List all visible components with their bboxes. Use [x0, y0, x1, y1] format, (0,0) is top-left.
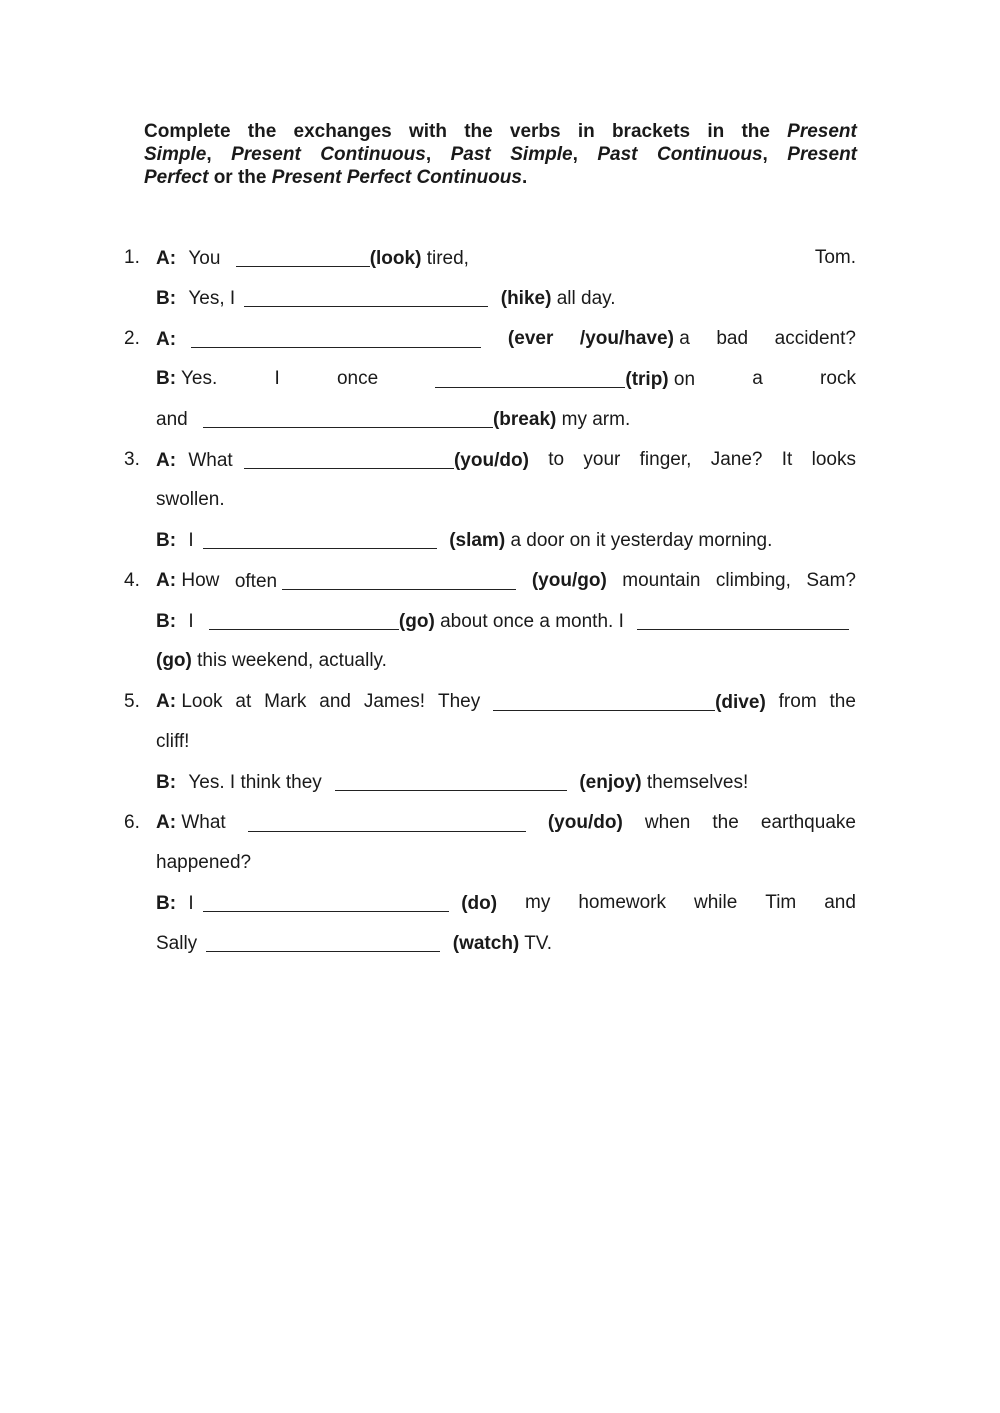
- answer-blank[interactable]: [335, 770, 567, 791]
- text: Look: [181, 691, 223, 712]
- verb-prompt: (go): [156, 650, 192, 671]
- tense-name: Perfect: [144, 167, 209, 188]
- tense-name: Present: [787, 144, 857, 165]
- answer-blank[interactable]: [203, 407, 493, 428]
- speaker-a-label: A:: [156, 570, 177, 591]
- q2-line-a: [156, 327, 856, 352]
- text: mountain: [622, 570, 701, 591]
- text: Mark: [264, 691, 307, 712]
- speaker-b-label: B:: [156, 368, 177, 389]
- text: bad: [716, 328, 749, 349]
- question-number: 5.: [124, 691, 140, 712]
- q4-line-a: [156, 569, 856, 594]
- question-number: 4.: [124, 570, 140, 591]
- speaker-a-label: A:: [156, 450, 177, 471]
- answer-blank[interactable]: [493, 690, 715, 711]
- text: my: [525, 892, 551, 913]
- verb-prompt: (slam): [449, 530, 506, 551]
- answer-blank[interactable]: [191, 327, 481, 348]
- instruction-word: the: [741, 121, 770, 142]
- q5-line-a-cont: cliff!: [156, 731, 190, 752]
- verb-prompt: (watch): [452, 933, 520, 954]
- instruction-word: with: [408, 121, 447, 142]
- text: I: [188, 530, 194, 551]
- tense-name: Continuous: [320, 144, 426, 165]
- text: James!: [363, 691, 426, 712]
- text: my arm.: [561, 409, 631, 430]
- verb-prompt: (you/do): [547, 812, 623, 833]
- text: once: [336, 368, 379, 389]
- speaker-a-label: A:: [156, 812, 177, 833]
- text: What: [188, 450, 233, 471]
- text: homework: [578, 892, 667, 913]
- comma: ,: [206, 144, 212, 165]
- verb-prompt: (you/do): [453, 450, 529, 471]
- text: climbing,: [715, 570, 791, 591]
- speaker-a-label: A:: [156, 691, 177, 712]
- text: and: [156, 409, 188, 430]
- text: the: [829, 691, 856, 712]
- text: all day.: [556, 288, 616, 309]
- text: I: [274, 368, 280, 389]
- text: on: [673, 369, 696, 390]
- q1-line-b: [156, 286, 856, 311]
- tense-name: Simple: [510, 144, 573, 165]
- instruction-line-3: [144, 166, 857, 189]
- verb-prompt: (enjoy): [579, 772, 642, 793]
- text: Yes.: [181, 368, 218, 389]
- text: finger,: [639, 449, 692, 470]
- text: Yes. I think they: [188, 772, 322, 793]
- answer-blank[interactable]: [244, 448, 454, 469]
- text: tired,: [426, 248, 469, 269]
- text: at: [235, 691, 252, 712]
- instruction-text: or the: [213, 167, 267, 188]
- text: Yes, I: [188, 288, 236, 309]
- tense-name: Continuous: [656, 144, 763, 165]
- text: Sally: [156, 933, 198, 954]
- text: this weekend, actually.: [197, 650, 387, 671]
- instruction-word: the: [247, 121, 277, 142]
- text: when: [644, 812, 691, 833]
- answer-blank[interactable]: [282, 569, 516, 590]
- answer-blank[interactable]: [203, 528, 437, 549]
- q2-line-c: [156, 407, 856, 432]
- question-number: 1.: [124, 247, 140, 268]
- q6-line-c: [156, 931, 856, 956]
- text: from: [778, 691, 817, 712]
- instruction-line-2: [144, 143, 857, 166]
- text: Jane?: [710, 449, 763, 470]
- text: often: [234, 571, 278, 592]
- text: a door on it yesterday morning.: [510, 530, 773, 551]
- text: accident?: [774, 328, 856, 349]
- text: Tim: [765, 892, 797, 913]
- text: It: [781, 449, 793, 470]
- text: to: [548, 449, 565, 470]
- text: a: [752, 368, 763, 389]
- text: What: [181, 812, 226, 833]
- verb-prompt: (break): [492, 409, 557, 430]
- answer-blank[interactable]: [637, 609, 849, 630]
- instruction-word: in: [577, 121, 595, 142]
- text: How: [181, 570, 220, 591]
- instruction-word: verbs: [509, 121, 561, 142]
- tense-name: Past: [450, 144, 491, 165]
- question-number: 6.: [124, 812, 140, 833]
- text: themselves!: [646, 772, 749, 793]
- q5-line-a: [156, 690, 856, 715]
- tense-name: Simple: [144, 144, 207, 165]
- q3-line-b: [156, 528, 856, 553]
- verb-prompt: (ever: [507, 328, 554, 349]
- question-number: 2.: [124, 328, 140, 349]
- comma: ,: [572, 144, 578, 165]
- text: looks: [811, 449, 856, 470]
- text: rock: [820, 368, 856, 389]
- q1-line-a: [156, 246, 856, 271]
- text: Sam?: [806, 570, 856, 591]
- comma: ,: [762, 144, 768, 165]
- speaker-a-label: A:: [156, 248, 177, 269]
- comma: ,: [425, 144, 432, 165]
- speaker-b-label: B:: [156, 530, 177, 551]
- tense-name: Present Perfect Continuous: [271, 167, 522, 188]
- answer-blank[interactable]: [206, 931, 440, 952]
- text: and: [824, 892, 856, 913]
- tense-name: Present: [231, 144, 301, 165]
- q5-line-b: [156, 770, 856, 795]
- q4-line-c: [156, 649, 856, 673]
- text: the: [712, 812, 739, 833]
- verb-prompt: (look): [369, 248, 422, 269]
- text: You: [188, 248, 221, 269]
- speaker-b-label: B:: [156, 772, 177, 793]
- text: a: [679, 328, 690, 349]
- verb-prompt: (you/go): [531, 570, 607, 591]
- speaker-b-label: B:: [156, 288, 177, 309]
- q2-line-b: [156, 367, 856, 392]
- text: TV.: [524, 933, 553, 954]
- answer-blank[interactable]: [203, 891, 449, 912]
- answer-blank[interactable]: [435, 367, 625, 388]
- verb-prompt: (do): [461, 893, 498, 914]
- answer-blank[interactable]: [236, 246, 370, 267]
- text: They: [437, 691, 481, 712]
- answer-blank[interactable]: [209, 609, 399, 630]
- instruction-word: Complete: [144, 121, 231, 142]
- speaker-b-label: B:: [156, 893, 177, 914]
- instruction-line-1: [144, 120, 857, 143]
- period: .: [521, 167, 528, 188]
- tense-name: Past: [597, 144, 638, 165]
- answer-blank[interactable]: [248, 811, 526, 832]
- text: earthquake: [760, 812, 856, 833]
- verb-prompt: (go): [398, 611, 435, 632]
- verb-prompt: /you/have): [579, 328, 674, 349]
- instruction-word: exchanges: [293, 121, 392, 142]
- question-number: 3.: [124, 449, 140, 470]
- text: while: [694, 892, 738, 913]
- text: I: [188, 611, 194, 632]
- q3-line-a: [156, 448, 856, 473]
- q3-line-a-cont: swollen.: [156, 489, 225, 510]
- q4-line-b: [156, 609, 856, 634]
- text: Tom.: [814, 247, 856, 268]
- q6-line-b: [156, 891, 856, 916]
- text: and: [319, 691, 351, 712]
- answer-blank[interactable]: [244, 286, 488, 307]
- instruction-word: brackets: [611, 121, 691, 142]
- tense-name: Present: [787, 121, 857, 142]
- verb-prompt: (dive): [715, 692, 766, 713]
- text: about once a month. I: [440, 611, 624, 632]
- text: I: [188, 893, 194, 914]
- q6-line-a: [156, 811, 856, 835]
- verb-prompt: (hike): [500, 288, 552, 309]
- instruction-word: in: [707, 121, 725, 142]
- text: your: [583, 449, 621, 470]
- verb-prompt: (trip): [625, 369, 669, 390]
- q6-line-a-cont: happened?: [156, 852, 252, 873]
- speaker-b-label: B:: [156, 611, 177, 632]
- instruction-word: the: [464, 121, 493, 142]
- speaker-a-label: A:: [156, 329, 177, 350]
